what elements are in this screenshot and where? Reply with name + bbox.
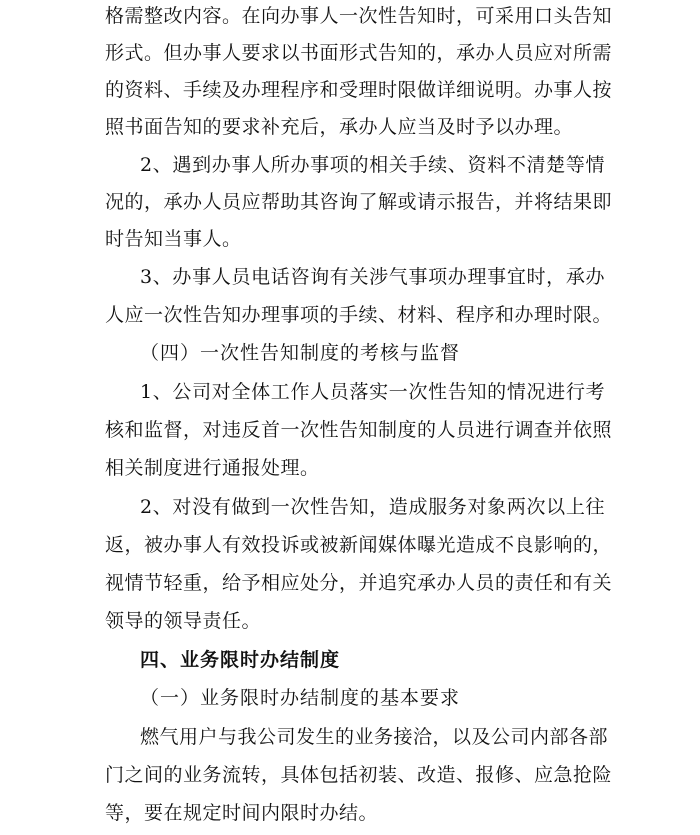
paragraph-line: 2、遇到办事人所办事项的相关手续、资料不清楚等情	[140, 154, 605, 176]
paragraph-line: 领导的领导责任。	[105, 610, 262, 632]
section-heading: 四、业务限时办结制度	[140, 649, 341, 671]
section-subheading: （一）业务限时办结制度的基本要求	[140, 687, 461, 709]
paragraph-line: 形式。但办事人要求以书面形式告知的，承办人员应对所需	[105, 42, 613, 64]
paragraph-line: 2、对没有做到一次性告知，造成服务对象两次以上往	[140, 496, 605, 518]
paragraph-line: 等，要在规定时间内限时办结。	[105, 802, 379, 824]
paragraph-line: 燃气用户与我公司发生的业务接洽，以及公司内部各部	[140, 726, 609, 748]
paragraph-line: 1、公司对全体工作人员落实一次性告知的情况进行考	[140, 381, 605, 403]
section-subheading: （四）一次性告知制度的考核与监督	[140, 342, 461, 364]
paragraph-line: 时告知当事人。	[105, 228, 242, 250]
paragraph-line: 视情节轻重，给予相应处分，并追究承办人员的责任和有关	[105, 572, 613, 594]
paragraph-line: 的资料、手续及办理程序和受理时限做详细说明。办事人按	[105, 79, 613, 101]
paragraph-line: 3、办事人员电话咨询有关涉气事项办理事宜时，承办	[140, 266, 605, 288]
paragraph-line: 况的，承办人员应帮助其咨询了解或请示报告，并将结果即	[105, 191, 613, 213]
paragraph-line: 门之间的业务流转，具体包括初装、改造、报修、应急抢险	[105, 764, 613, 786]
paragraph-line: 格需整改内容。在向办事人一次性告知时，可采用口头告知	[105, 5, 613, 27]
paragraph-line: 返，被办事人有效投诉或被新闻媒体曝光造成不良影响的，	[105, 534, 613, 556]
paragraph-line: 相关制度进行通报处理。	[105, 457, 320, 479]
paragraph-line: 人应一次性告知办理事项的手续、材料、程序和办理时限。	[105, 304, 613, 326]
paragraph-line: 照书面告知的要求补充后，承办人应当及时予以办理。	[105, 116, 574, 138]
paragraph-line: 核和监督，对违反首一次性告知制度的人员进行调查并依照	[105, 419, 613, 441]
